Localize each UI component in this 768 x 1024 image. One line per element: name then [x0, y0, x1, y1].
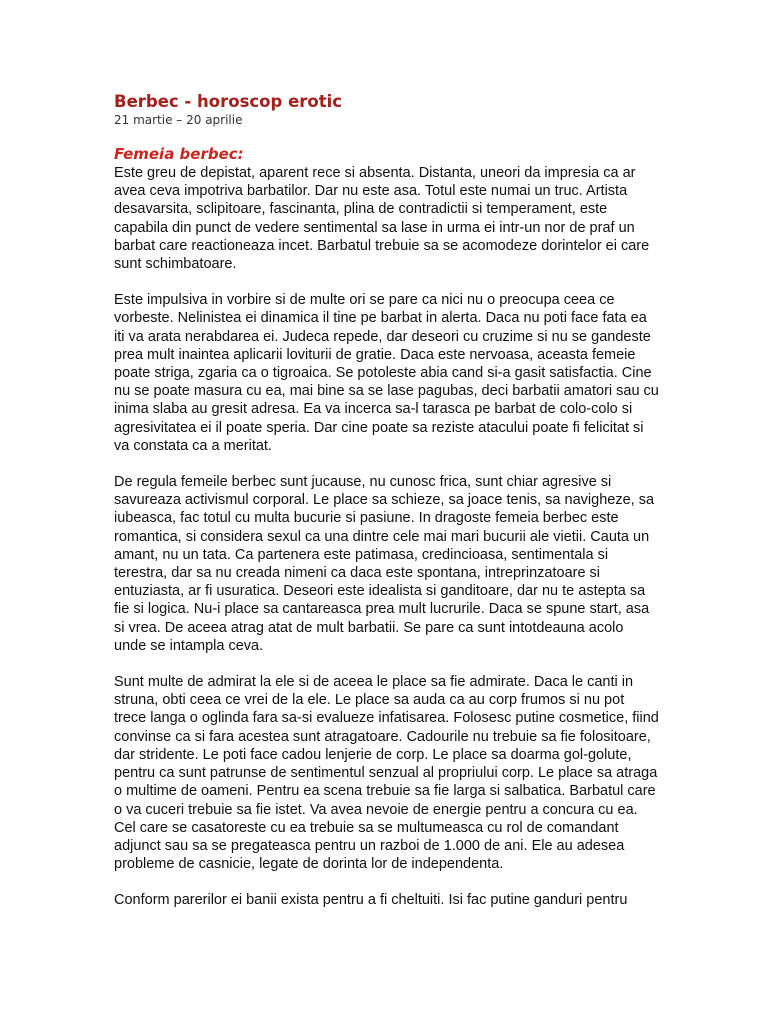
paragraph-3: De regula femeile berbec sunt jucause, nu cunosc frica, sunt chiar agresive si savureaza activismul corporal. Le place sa schieze, sa joace tenis, sa navigheze, sa iubeasca, fac totul cu multa bucurie si pasiune. In dragoste femeia berbec este romantica, si considera sexul ca una dintre cele mai mari bucurii ale vietii. Cauta un amant, nu un tata. Ca partenera este patimasa, credincioasa, sentimentala si terestra, dar sa nu creada nimeni ca daca este spontana, intreprinzatoare si entuziasta, ar fi usuratica. Deseori este idealista si ganditoare, dar nu te astepta sa fie si logica. Nu-i place sa cantareasca prea mult lucrurile. Daca se spune start, asa si vrea. De aceea atrag atat de mult barbatii. Se pare ca sunt intotdeauna acolo unde se intampla ceva. — [114, 474, 655, 654]
document-title: Berbec - horoscop erotic — [114, 92, 343, 111]
paragraph-1: Este greu de depistat, aparent rece si absenta. Distanta, uneori da impresia ca ar avea ceva impotriva barbatilor. Dar nu este asa. Totul este numai un truc. Artista desavarsita, sclipitoare, fascinanta, plina de contradictii si temperament, este capabila din punct de vedere sentimental sa lase in urma ei intr-un nor de praf un barbat care reactioneaza incet. Barbatul trebuie sa se acomodeze dorintelor ei care sunt schimbatoare. — [114, 165, 650, 273]
paragraph-5: Conform parerilor ei banii exista pentru a fi cheltuiti. Isi fac putine ganduri pentru — [114, 892, 628, 909]
article-body — [114, 164, 659, 910]
paragraph-2: Este impulsiva in vorbire si de multe ori se pare ca nici nu o preocupa ceea ce vorbeste. Nelinistea ei dinamica il tine pe barbat in alerta. Daca nu poti face fata ea iti va arata nerabdarea ei. Judeca repede, dar deseori cu cruzime si nu se gandeste prea mult inaintea aplicarii loviturii de gratie. Daca este nervoasa, aceasta femeie poate striga, zgaria ca o tigroaica. Se potoleste abia cand si-a gasit satisfactia. Cine nu se poate masura cu ea, mai bine sa se lase pagubas, deci barbatii amatori sau cu inima slaba au gresit adresa. Ea va incerca sa-l tarasca pe barbat de colo-colo si agresivitatea ei il poate speria. Dar cine poate sa reziste atacului poate fi felicitat si va constata ca a meritat. — [114, 292, 659, 454]
document-page — [114, 92, 659, 928]
section-heading: Femeia berbec: — [114, 145, 244, 163]
date-range: 21 martie – 20 aprilie — [114, 113, 243, 127]
paragraph-4: Sunt multe de admirat la ele si de aceea le place sa fie admirate. Daca le canti in struna, obti ceea ce vrei de la ele. Le place sa auda ca au corp frumos si nu pot trece langa o oglinda fara sa-si evalueze infatisarea. Folosesc putine cosmetice, fiind convinse ca si fara acestea sunt atragatoare. Cadourile nu trebuie sa fie folositoare, dar stridente. Le poti face cadou lenjerie de corp. Le place sa doarma gol-golute, pentru ca sunt patrunse de sentimentul senzual al propriului corp. Le place sa atraga o multime de oameni. Pentru ea scena trebuie sa fie larga si salbatica. Barbatul care o va cuceri trebuie sa fie istet. Va avea nevoie de energie pentru a concura cu ea. Cel care se casatoreste cu ea trebuie sa se multumeasca cu rol de comandant adjunct sau sa se pregateasca pentru un razboi de 1.000 de ani. Ele au adesea probleme de casnicie, legate de dorinta lor de independenta. — [114, 674, 659, 873]
